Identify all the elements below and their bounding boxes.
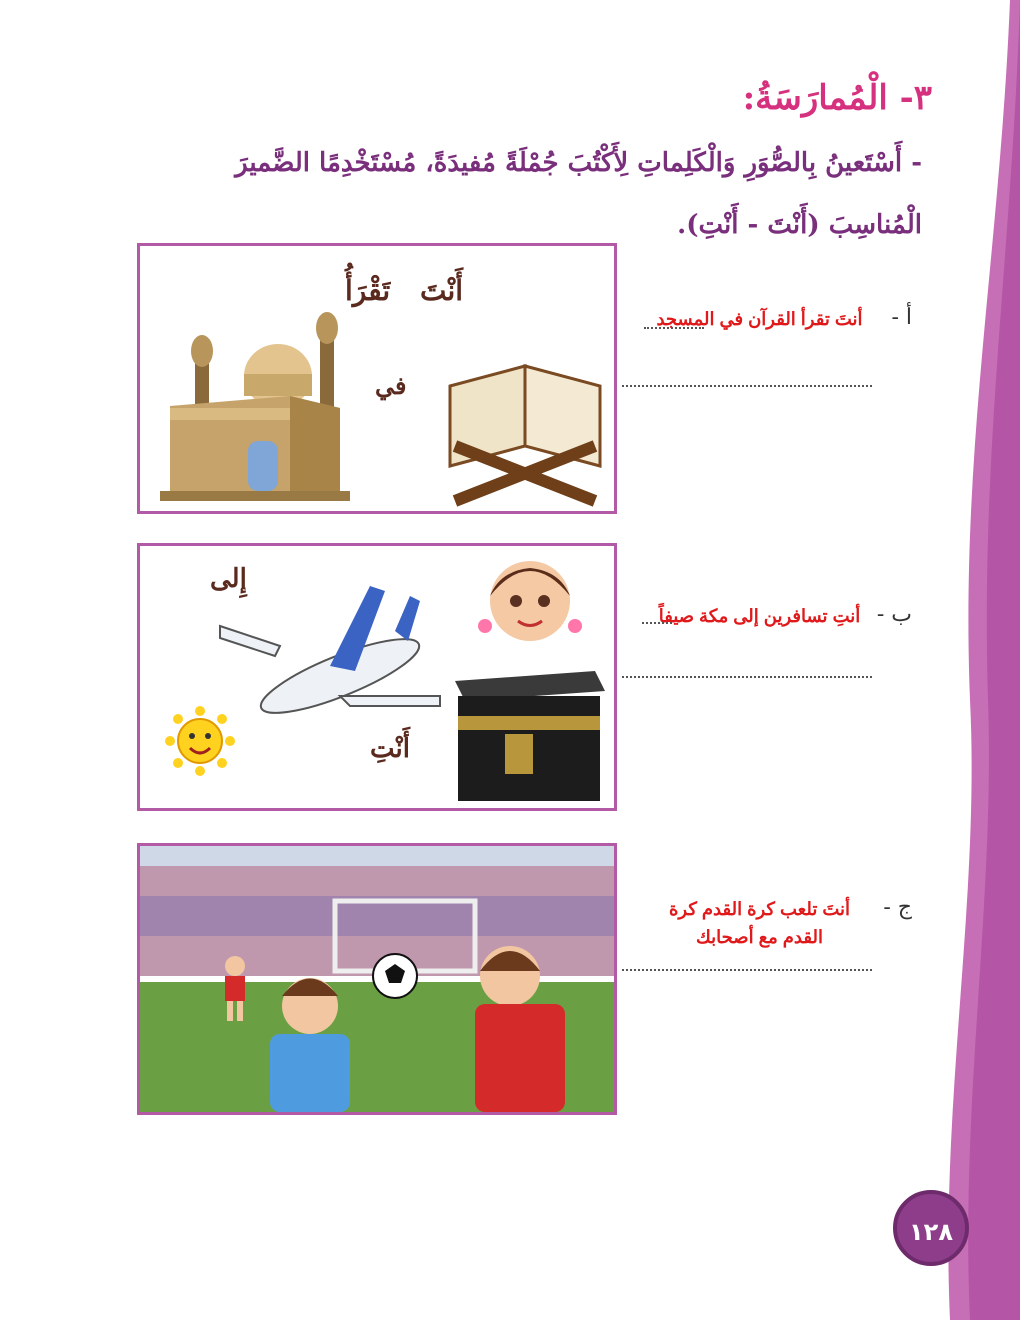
exercise-b-label: ب - (876, 602, 912, 627)
exercise-b-answer[interactable]: أنتِ تسافرين إلى مكة صيفاً (658, 606, 861, 626)
answer-line-b-2[interactable] (622, 676, 872, 678)
instruction-text (152, 132, 922, 256)
sun-image (165, 706, 235, 776)
exercise-b (642, 602, 912, 682)
instruction-line-1: - أَسْتَعينُ بِالصُّوَرِ وَالْكَلِماتِ لِأَكْتُبَ جُمْلَةً مُفيدَةً، مُسْتَخْدِمًا الضَّميرَ (235, 148, 922, 178)
mosque-image (160, 312, 350, 501)
word-fi: في (375, 371, 407, 400)
answer-line-c-2[interactable] (622, 969, 872, 971)
exercise-c (642, 895, 912, 975)
word-anti: أَنْتِ (370, 734, 410, 764)
exercise-a-answer[interactable]: أنتَ تقرأ القرآن في المسجد (656, 309, 863, 329)
side-decoration-band (940, 0, 1020, 1320)
exercise-a (642, 305, 912, 395)
soccer-illustration (140, 846, 614, 1112)
kaaba-image (455, 671, 605, 801)
page-number: ١٢٨ (893, 1190, 969, 1266)
exercise-c-label: ج - (883, 895, 912, 920)
quran-image (450, 366, 600, 501)
answer-line-b-1 (642, 622, 672, 624)
word-taqra: تَقْرَأُ (345, 274, 391, 307)
girl-image (478, 561, 582, 641)
word-anta: أَنْتَ (420, 274, 464, 307)
picture-panel-a (137, 243, 617, 514)
answer-line-a-1 (644, 327, 704, 329)
instruction-line-2: الْمُناسِبَ (أَنْتَ - أَنْتِ). (677, 210, 922, 240)
section-title: ٣- الْمُمارَسَةُ: (742, 78, 932, 118)
exercise-c-answer[interactable]: أنتَ تلعب كرة القدم كرة القدم مع أصحابك (668, 899, 851, 947)
picture-panel-b (137, 543, 617, 811)
word-ila: إِلى (210, 564, 247, 594)
answer-line-a-2[interactable] (622, 385, 872, 387)
airplane-image (220, 586, 440, 726)
exercise-a-label: أ - (891, 305, 912, 330)
picture-panel-c (137, 843, 617, 1115)
